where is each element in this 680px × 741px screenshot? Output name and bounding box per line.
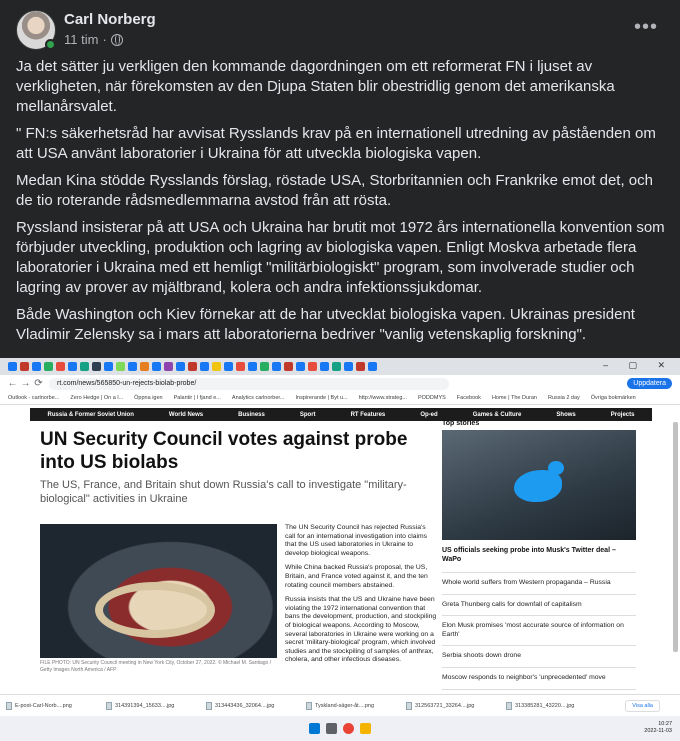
update-button[interactable]: Uppdatera <box>627 378 672 389</box>
post-text <box>16 57 666 352</box>
download-item[interactable] <box>206 702 300 710</box>
tab-favicon[interactable] <box>236 362 245 371</box>
sidebar-story[interactable]: Moscow responds to neighbor's 'unprecedented' move <box>442 668 636 690</box>
bookmark-item[interactable]: Inspirerande | Byt u... <box>295 395 348 401</box>
sidebar-photo[interactable] <box>442 430 636 540</box>
site-nav-item[interactable]: RT Features <box>350 411 386 418</box>
site-nav-item[interactable]: Projects <box>610 411 635 418</box>
bookmark-item[interactable]: Övriga bokmärken <box>590 395 636 401</box>
more-options-icon[interactable]: ••• <box>633 16 658 38</box>
back-icon[interactable]: ← <box>7 378 18 389</box>
site-nav-item[interactable]: Sport <box>299 411 316 418</box>
tab-favicon[interactable] <box>92 362 101 371</box>
windows-taskbar <box>0 716 680 741</box>
tab-favicon[interactable] <box>32 362 41 371</box>
article-headline: UN Security Council votes against probe into US biolabs <box>40 429 408 473</box>
sidebar-title: Top stories <box>442 420 480 427</box>
bookmark-item[interactable]: Facebook <box>456 395 481 401</box>
clock-date: 2022-11-03 <box>644 728 672 734</box>
tab-favicon[interactable] <box>356 362 365 371</box>
tab-favicon[interactable] <box>200 362 209 371</box>
article-body <box>285 524 437 671</box>
file-icon <box>106 702 112 710</box>
file-icon <box>406 702 412 710</box>
search-icon[interactable] <box>326 723 337 734</box>
article-paragraph: While China backed Russia's proposal, the US, Britain, and France voted against it, and the ten rotating council members abstained. <box>285 564 428 589</box>
post-paragraph: " FN:s säkerhetsråd har avvisat Rysslands krav på en internationell utredning av påståenden om att USA använt laboratorier i Ukraina för att utveckla biologiska vapen. <box>16 125 656 162</box>
sidebar-story[interactable]: Elon Musk promises 'most accurate source of information on Earth' <box>442 616 636 646</box>
tab-favicon[interactable] <box>104 362 113 371</box>
top-stories-sidebar <box>442 420 636 690</box>
download-filename: 313385281_43220....jpg <box>515 702 575 709</box>
tab-favicon[interactable] <box>344 362 353 371</box>
page-scrollbar[interactable] <box>673 422 678 652</box>
reload-icon[interactable]: ⟳ <box>34 378 43 389</box>
tab-favicon[interactable] <box>272 362 281 371</box>
windows-start-icon[interactable] <box>309 723 320 734</box>
council-table-shape <box>95 582 215 638</box>
site-nav-item[interactable]: Shows <box>556 411 576 418</box>
globe-icon <box>111 34 123 46</box>
bookmark-item[interactable]: Home | The Duran <box>491 395 537 401</box>
file-icon <box>306 702 312 710</box>
tab-favicon[interactable] <box>20 362 29 371</box>
post-paragraph: Både Washington och Kiev förnekar att de har utvecklat biologiska vapen. Ukrainas president Vladimir Zelensky sa i mars att laboratorierna bedriver "vanlig vetenskaplig forskning". <box>16 306 635 343</box>
tab-favicon[interactable] <box>176 362 185 371</box>
tab-favicon[interactable] <box>212 362 221 371</box>
download-item[interactable] <box>306 702 400 710</box>
tab-favicon[interactable] <box>320 362 329 371</box>
url-field[interactable]: rt.com/news/565850-un-rejects-biolab-probe/ <box>49 378 449 390</box>
site-nav-item[interactable]: World News <box>168 411 204 418</box>
author-name[interactable]: Carl Norberg <box>64 11 156 28</box>
site-nav-item[interactable]: Op-ed <box>420 411 438 418</box>
tab-favicon[interactable] <box>140 362 149 371</box>
tab-favicon[interactable] <box>224 362 233 371</box>
tab-favicon[interactable] <box>80 362 89 371</box>
post-paragraph: Ryssland insisterar på att USA och Ukraina har brutit mot 1972 års internationella konvention som förbjuder utveckling, produktion och lagring av biologiska vapen. Enligt Moskva arbetade flera laboratorier i Ukraina med ett hemligt "militärbiologiskt" program, som involverade studier och lagring av prover av mjältbrand, kolera och andra infektionssjukdomar. <box>16 219 665 296</box>
show-all-downloads-button[interactable]: Visa alla <box>625 700 660 712</box>
sidebar-story[interactable]: Whole world suffers from Western propaganda – Russia <box>442 573 636 595</box>
online-status-icon <box>45 39 56 50</box>
download-item[interactable] <box>6 702 100 710</box>
bookmark-item[interactable]: Russia 2 day <box>547 395 580 401</box>
tab-favicon[interactable] <box>116 362 125 371</box>
system-clock[interactable] <box>644 721 672 735</box>
file-icon <box>506 702 512 710</box>
bookmark-item[interactable]: http://www.strateg... <box>358 395 407 401</box>
tab-favicon[interactable] <box>164 362 173 371</box>
window-controls[interactable]: – ▢ ✕ <box>602 360 674 370</box>
tab-favicon[interactable] <box>56 362 65 371</box>
file-icon <box>206 702 212 710</box>
download-item[interactable] <box>506 702 600 710</box>
forward-icon[interactable]: → <box>20 378 31 389</box>
photo-caption: FILE PHOTO: UN Security Council meeting in New York City, October 27, 2022. © Michael M. Santiago / Getty Images North America / AFP <box>40 660 272 673</box>
article-subhead: The US, France, and Britain shut down Russia's call to investigate "military-biological" activities in Ukraine <box>40 479 407 505</box>
article-photo <box>40 524 277 658</box>
sidebar-lead-story[interactable]: US officials seeking probe into Musk's Twitter deal – WaPo <box>442 546 636 573</box>
bookmarks-bar <box>0 392 680 405</box>
post-paragraph: Ja det sätter ju verkligen den kommande dagordningen om ett reformerat FN i ljuset av verkligheten, när förekomsten av den Djupa Staten blir obestridlig genom det amerikanska mellanårsvalet. <box>16 58 615 115</box>
twitter-bird-icon <box>514 470 562 502</box>
site-nav-item[interactable]: Russia & Former Soviet Union <box>47 411 134 418</box>
download-filename: 314391394_15633....jpg <box>115 702 175 709</box>
chrome-icon[interactable] <box>343 723 354 734</box>
tab-favicon[interactable] <box>68 362 77 371</box>
download-filename: 313443436_32064....jpg <box>215 702 275 709</box>
article-paragraph: The UN Security Council has rejected Russia's call for an international investigation into claims that the US used laboratories in Ukraine to develop biological weapons. <box>285 524 428 557</box>
tab-favicon[interactable] <box>8 362 17 371</box>
bookmark-item[interactable]: Öppna igen <box>134 395 163 401</box>
post-header <box>16 10 664 50</box>
file-explorer-icon[interactable] <box>360 723 371 734</box>
download-item[interactable] <box>406 702 500 710</box>
bookmark-item[interactable]: PODDMYS <box>417 395 446 401</box>
sidebar-story[interactable]: Greta Thunberg calls for downfall of capitalism <box>442 595 636 617</box>
bookmark-item[interactable]: Analytics carlnorber... <box>231 395 285 401</box>
browser-tab-strip <box>0 358 680 375</box>
post-time[interactable]: 11 tim <box>64 32 99 47</box>
tab-favicon[interactable] <box>44 362 53 371</box>
tab-favicon[interactable] <box>152 362 161 371</box>
sidebar-story[interactable]: Serbia shoots down drone <box>442 646 636 668</box>
tab-favicon[interactable] <box>368 362 377 371</box>
file-icon <box>6 702 12 710</box>
site-nav-item[interactable]: Games & Culture <box>472 411 522 418</box>
attached-screenshot[interactable] <box>0 358 680 741</box>
clock-time: 10:27 <box>658 721 672 727</box>
download-filename: 312563721_33264....jpg <box>415 702 475 709</box>
downloads-bar <box>0 694 680 716</box>
tab-favicon[interactable] <box>248 362 257 371</box>
tab-favicon[interactable] <box>332 362 341 371</box>
tab-favicon[interactable] <box>308 362 317 371</box>
address-bar-row <box>0 375 680 392</box>
download-filename: Tyskland-säger-åt....png <box>315 702 375 709</box>
bookmark-item[interactable]: Zero Hedge | On a l... <box>70 395 124 401</box>
article-paragraph: Russia insists that the US and Ukraine have been violating the 1972 international convention that bans the development, production, and stockpiling of biological weapons. According to Moscow, several laboratories in Ukraine were working on a secret 'military-biological' program, which involved studies and the stockpiling of samples of anthrax, cholera, and other infectious diseases. <box>285 596 437 664</box>
tab-favicon[interactable] <box>284 362 293 371</box>
tab-favicon[interactable] <box>260 362 269 371</box>
download-filename: E-post-Carl-Norb....png <box>15 702 72 709</box>
tab-favicon[interactable] <box>128 362 137 371</box>
download-item[interactable] <box>106 702 200 710</box>
tab-favicon[interactable] <box>296 362 305 371</box>
site-nav-item[interactable]: Business <box>238 411 265 418</box>
tab-favicon[interactable] <box>188 362 197 371</box>
bookmark-item[interactable]: Palantir | I fjand e... <box>173 395 221 401</box>
post-meta: 11 tim · <box>64 32 123 47</box>
bookmark-item[interactable]: Outlook - carlnorbe... <box>8 395 60 401</box>
post-paragraph: Medan Kina stödde Rysslands förslag, röstade USA, Storbritannien och Frankrike emot det, och de tio roterande rådsmedlemmarna avstod från att rösta. <box>16 172 653 209</box>
